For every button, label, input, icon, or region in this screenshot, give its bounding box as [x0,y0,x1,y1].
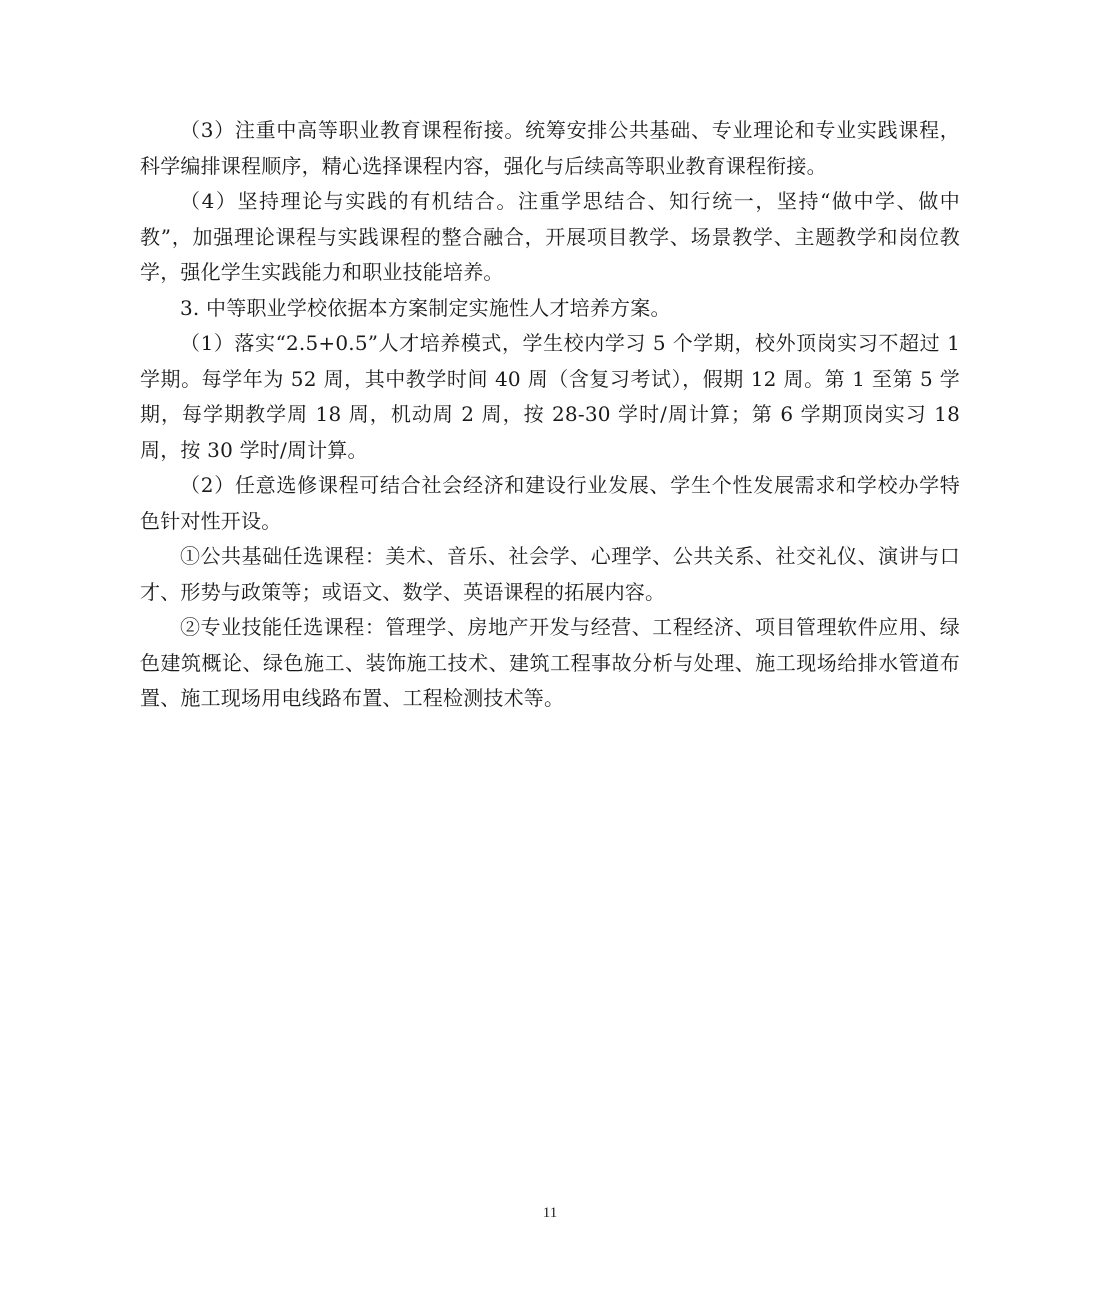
paragraph-elective-courses: （2）任意选修课程可结合社会经济和建设行业发展、学生个性发展需求和学校办学特色针对性开设。 [140,473,960,533]
paragraph-public-electives: ①公共基础任选课程：美术、音乐、社会学、心理学、公共关系、社交礼仪、演讲与口才、形势与政策等；或语文、数学、英语课程的拓展内容。 [140,544,960,604]
paragraph-theory-practice: （4）坚持理论与实践的有机结合。注重学思结合、知行统一，坚持“做中学、做中教”，加强理论课程与实践课程的整合融合，开展项目教学、场景教学、主题教学和岗位教学，强化学生实践能力和职业技能培养。 [140,189,960,284]
paragraph-implementation-plan: 3. 中等职业学校依据本方案制定实施性人才培养方案。 [180,295,671,320]
paragraph-course-connection: （3）注重中高等职业教育课程衔接。统筹安排公共基础、专业理论和专业实践课程，科学编排课程顺序，精心选择课程内容，强化与后续高等职业教育课程衔接。 [140,118,960,178]
paragraph-training-model: （1）落实“2.5+0.5”人才培养模式，学生校内学习 5 个学期，校外顶岗实习不超过 1 学期。每学年为 52 周，其中教学时间 40 周（含复习考试），假期 12 周。第 1 至第 5 学期，每学期教学周 18 周，机动周 2 周，按 28-30 学时/周计算；第 6 学期顶岗实习 18 周，按 30 学时/周计算。 [140,331,960,462]
body-text [140,113,960,717]
paragraph-professional-electives: ②专业技能任选课程：管理学、房地产开发与经营、工程经济、项目管理软件应用、绿色建筑概论、绿色施工、装饰施工技术、建筑工程事故分析与处理、施工现场给排水管道布置、施工现场用电线路布置、工程检测技术等。 [140,615,960,710]
page-number: 11 [542,1205,558,1221]
